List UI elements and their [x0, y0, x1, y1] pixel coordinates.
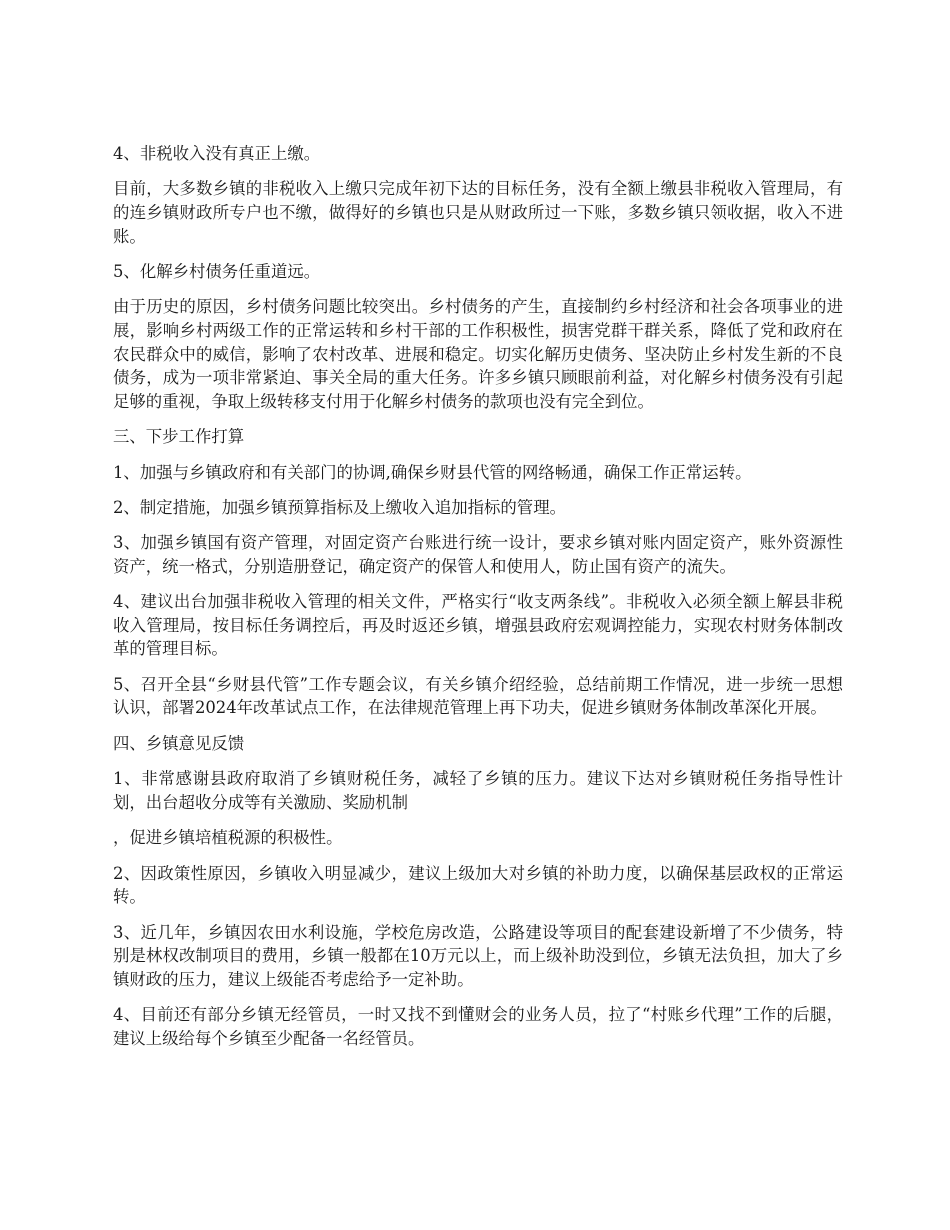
next-step-item-1: 1、加强与乡镇政府和有关部门的协调,确保乡财县代管的网络畅通，确保工作正常运转。 — [113, 462, 752, 482]
paragraph-non-tax-revenue: 目前，大多数乡镇的非税收入上缴只完成年初下达的目标任务，没有全额上缴县非税收入管理局，有的连乡镇财政所专户也不缴，做得好的乡镇也只是从财政所过一下账，多数乡镇只领收据，收入不进账。 — [113, 179, 843, 246]
feedback-item-1-continuation: ，促进乡镇培植税源的积极性。 — [113, 828, 343, 848]
next-step-item-3: 3、加强乡镇国有资产管理，对固定资产台账进行统一设计，要求乡镇对账内固定资产，账外资源性资产，统一格式，分别造册登记，确定资产的保管人和使用人，防止国有资产的流失。 — [113, 533, 843, 576]
document-body — [113, 142, 843, 1062]
feedback-item-1: 1、非常感谢县政府取消了乡镇财税任务，减轻了乡镇的压力。建议下达对乡镇财税任务指导性计划，出台超收分成等有关激励、奖励机制 — [113, 769, 843, 812]
heading-item-5-rural-debt: 5、化解乡村债务任重道远。 — [113, 261, 321, 281]
feedback-item-3: 3、近几年，乡镇因农田水利设施，学校危房改造，公路建设等项目的配套建设新增了不少债务，特别是林权改制项目的费用，乡镇一般都在10万元以上，而上级补助没到位，乡镇无法负担，加大了乡镇财政的压力，建议上级能否考虑给予一定补助。 — [113, 922, 843, 989]
next-step-item-2: 2、制定措施，加强乡镇预算指标及上缴收入追加指标的管理。 — [113, 497, 566, 517]
next-step-item-4: 4、建议出台加强非税收入管理的相关文件，严格实行“收支两条线”。非税收入必须全额上解县非税收入管理局，按目标任务调控后，再及时返还乡镇，增强县政府宏观调控能力，实现农村财务体制改革的管理目标。 — [113, 592, 843, 659]
section-heading-feedback: 四、乡镇意见反馈 — [113, 733, 245, 753]
feedback-item-4: 4、目前还有部分乡镇无经管员，一时又找不到懂财会的业务人员，拉了“村账乡代理”工作的后腿，建议上级给每个乡镇至少配备一名经管员。 — [113, 1005, 843, 1048]
section-heading-next-steps: 三、下步工作打算 — [113, 427, 245, 447]
heading-item-4-non-tax-revenue: 4、非税收入没有真正上缴。 — [113, 144, 321, 163]
next-step-item-5: 5、召开全县“乡财县代管”工作专题会议，有关乡镇介绍经验，总结前期工作情况，进一步统一思想认识，部署2024年改革试点工作，在法律规范管理上再下功夫，促进乡镇财务体制改革深化开展。 — [113, 674, 843, 718]
feedback-item-2: 2、因政策性原因，乡镇收入明显减少，建议上级加大对乡镇的补助力度，以确保基层政权的正常运转。 — [113, 863, 843, 907]
paragraph-rural-debt: 由于历史的原因，乡村债务问题比较突出。乡村债务的产生，直接制约乡村经济和社会各项事业的进展，影响乡村两级工作的正常运转和乡村干部的工作积极性，损害党群干群关系，降低了党和政府在农民群众中的威信，影响了农村改革、进展和稳定。切实化解历史债务、坚决防止乡村发生新的不良债务，成为一项非常紧迫、事关全局的重大任务。许多乡镇只顾眼前利益，对化解乡村债务没有引起足够的重视，争取上级转移支付用于化解乡村债务的款项也没有完全到位。 — [113, 297, 843, 411]
